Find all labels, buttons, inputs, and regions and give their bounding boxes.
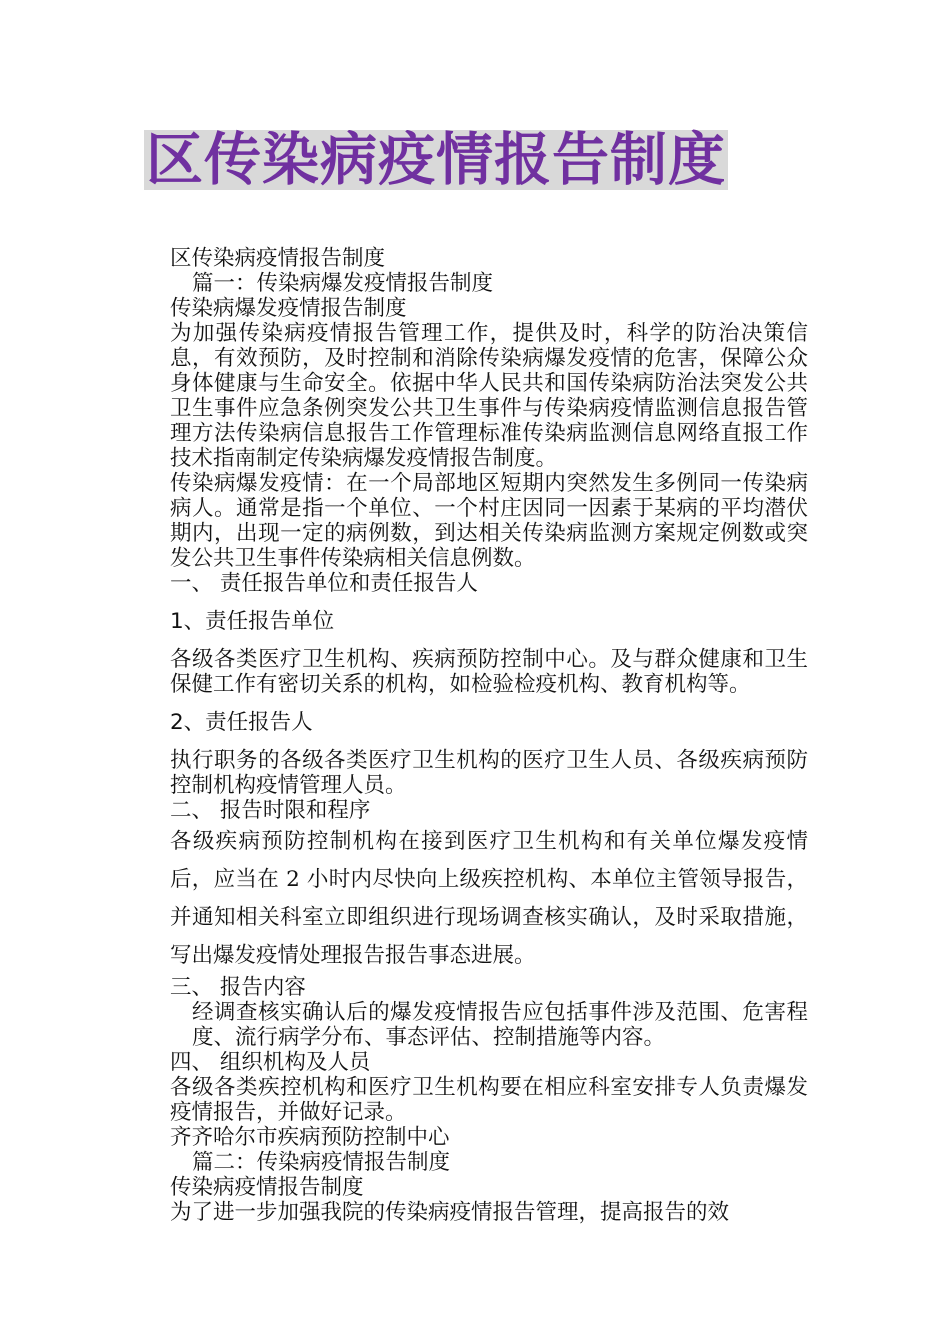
doc-heading: 区传染病疫情报告制度 [170,246,386,271]
document-title: 区传染病疫情报告制度 [146,127,726,193]
organization-name: 齐齐哈尔市疾病预防控制中心 [170,1125,450,1150]
heading-item-2: 2、责任报告人 [170,710,313,735]
paragraph-purpose: 为加强传染病疫情报告管理工作，提供及时，科学的防治决策信息，有效预防，及时控制和消除传染病爆发疫情的危害，保障公众身体健康与生命安全。依据中华人民共和国传染病防治法突发公共卫生事件应急条例突发公共卫生事件与传染病疫情监测信息报告管理方法传染病信息报告工作管理标准传染病监测信息网络直报工作技术指南制定传染病爆发疫情报告制度。 [170,321,808,471]
subtitle-part2: 传染病疫情报告制度 [170,1175,364,1200]
paragraph-staff: 各级各类疾控机构和医疗卫生机构要在相应科室安排专人负责爆发疫情报告，并做好记录。 [170,1075,808,1125]
heading-section-4: 四、 组织机构及人员 [170,1050,371,1075]
paragraph-content: 经调查核实确认后的爆发疫情报告应包括事件涉及范围、危害程度、流行病学分布、事态评估、控制措施等内容。 [192,1000,808,1050]
section-heading-part2: 篇二：传染病疫情报告制度 [192,1150,451,1175]
document-body [146,246,808,1225]
heading-section-1: 一、 责任报告单位和责任报告人 [170,571,478,596]
paragraph-timeline: 各级疾病预防控制机构在接到医疗卫生机构和有关单位爆发疫情后，应当在 2 小时内尽快向上级疾控机构、本单位主管领导报告，并通知相关科室立即组织进行现场调查核实确认，及时采取措施，写出爆发疫情处理报告报告事态进展。 [170,829,808,968]
section-heading-part1: 篇一：传染病爆发疫情报告制度 [192,271,494,296]
subtitle-part1: 传染病爆发疫情报告制度 [170,296,407,321]
heading-section-3: 三、 报告内容 [170,975,306,1000]
title-highlight [144,127,728,193]
paragraph-reporters: 执行职务的各级各类医疗卫生机构的医疗卫生人员、各级疾病预防控制机构疫情管理人员。 [170,748,808,798]
paragraph-part2-intro: 为了进一步加强我院的传染病疫情报告管理，提高报告的效 [170,1200,730,1225]
paragraph-definition: 传染病爆发疫情：在一个局部地区短期内突然发生多例同一传染病病人。通常是指一个单位、一个村庄因同一因素于某病的平均潜伏期内，出现一定的病例数，到达相关传染病监测方案规定例数或突发公共卫生事件传染病相关信息例数。 [170,471,808,571]
heading-section-2: 二、 报告时限和程序 [170,798,371,823]
heading-item-1: 1、责任报告单位 [170,609,335,634]
paragraph-units: 各级各类医疗卫生机构、疾病预防控制中心。及与群众健康和卫生保健工作有密切关系的机构，如检验检疫机构、教育机构等。 [170,647,808,697]
